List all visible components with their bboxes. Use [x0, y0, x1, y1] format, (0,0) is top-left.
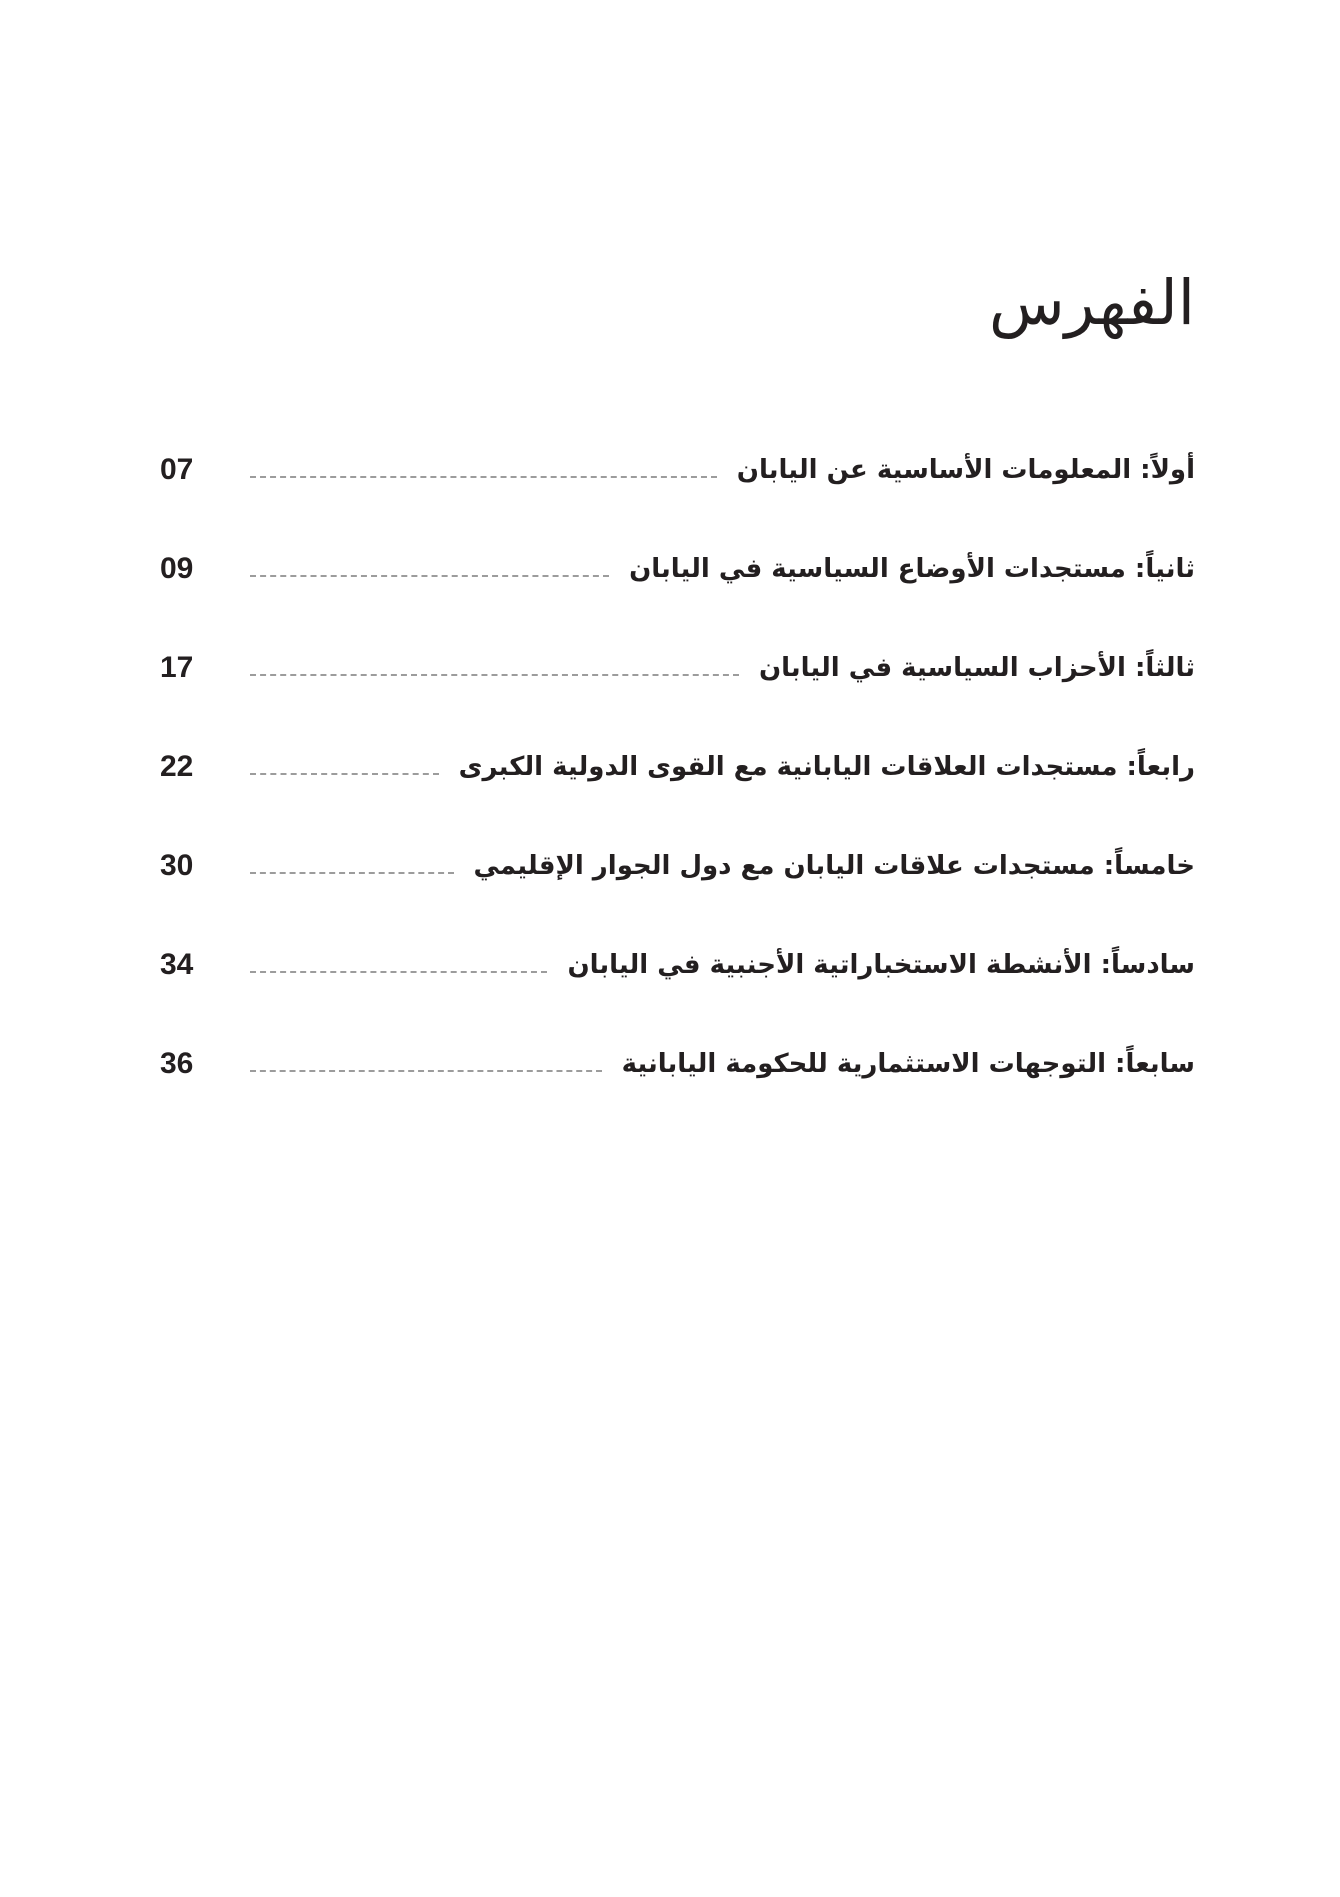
- toc-entry-page-number: 36: [160, 1046, 194, 1080]
- toc-entry[interactable]: [160, 816, 1195, 915]
- dotted-leader: [250, 1070, 602, 1072]
- dotted-leader: [250, 575, 609, 577]
- dotted-leader: [250, 674, 739, 676]
- toc-entry-page-number: 09: [160, 551, 194, 585]
- toc-entry-label: سادساً: الأنشطة الاستخباراتية الأجنبية في اليابان: [567, 949, 1195, 980]
- toc-entry-label: ثالثاً: الأحزاب السياسية في اليابان: [758, 652, 1195, 683]
- toc-entry-page-number: 22: [160, 749, 194, 783]
- toc-entry[interactable]: [160, 717, 1195, 816]
- toc-entry[interactable]: [160, 915, 1195, 1014]
- toc-entry-label: ثانياً: مستجدات الأوضاع السياسية في اليابان: [629, 553, 1195, 584]
- toc-entry[interactable]: [160, 618, 1195, 717]
- dotted-leader: [250, 476, 717, 478]
- toc-entry-label: خامساً: مستجدات علاقات اليابان مع دول الجوار الإقليمي: [473, 850, 1195, 881]
- toc-entry-label: سابعاً: التوجهات الاستثمارية للحكومة اليابانية: [621, 1048, 1195, 1079]
- dotted-leader: [250, 971, 547, 973]
- toc-entry-label: أولاً: المعلومات الأساسية عن اليابان: [736, 454, 1195, 485]
- toc-entry[interactable]: [160, 420, 1195, 519]
- dotted-leader: [250, 773, 439, 775]
- toc-entry-page-number: 30: [160, 848, 194, 882]
- toc-entry-page-number: 34: [160, 947, 194, 981]
- dotted-leader: [250, 872, 454, 874]
- table-of-contents: [160, 420, 1195, 1113]
- toc-entry-page-number: 07: [160, 452, 194, 486]
- toc-entry-label: رابعاً: مستجدات العلاقات اليابانية مع القوى الدولية الكبرى: [458, 751, 1195, 782]
- toc-entry-page-number: 17: [160, 650, 194, 684]
- toc-entry[interactable]: [160, 519, 1195, 618]
- toc-entry[interactable]: [160, 1014, 1195, 1113]
- page-title: الفهرس: [989, 266, 1195, 339]
